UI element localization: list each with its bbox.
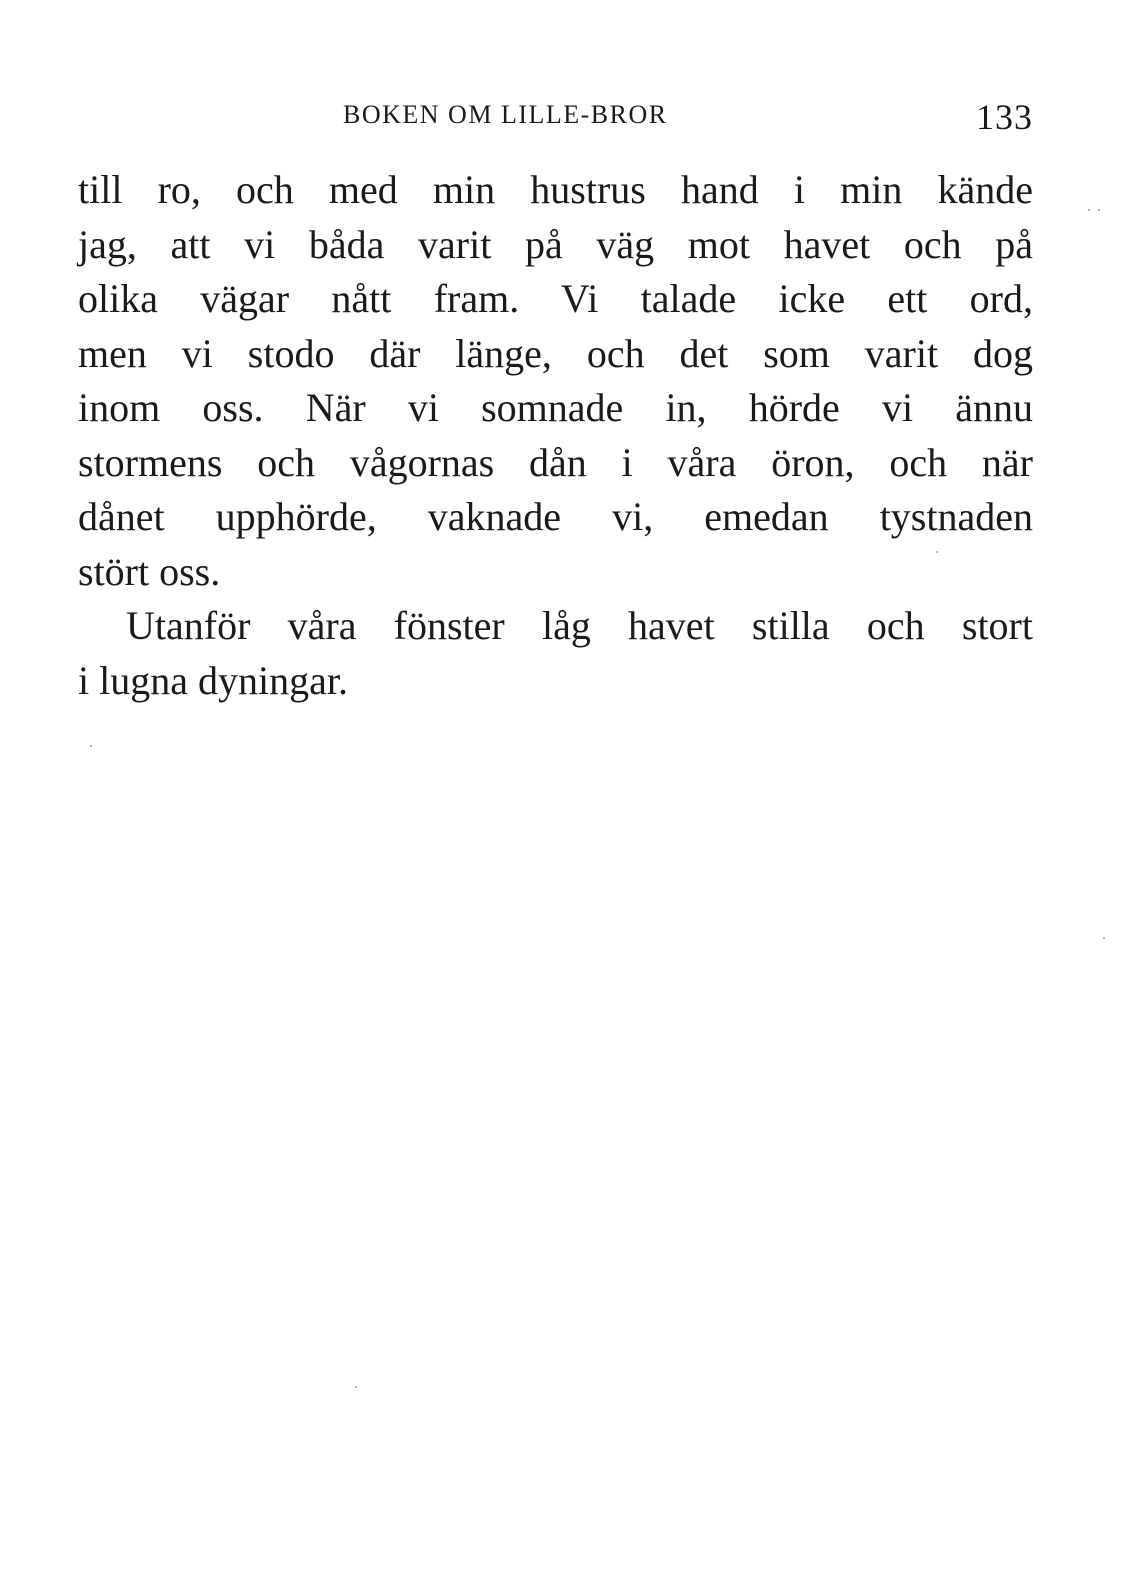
scan-speck [1103,937,1105,939]
paragraph-2 [78,599,1033,708]
text-line: jag, att vi båda varit på väg mot havet och på [78,221,1033,267]
scan-speck [936,551,938,553]
scan-speck [1098,209,1100,211]
body-text [78,163,1033,708]
text-line: dånet upphörde, vaknade vi, emedan tystnaden [78,494,1033,539]
text-line: men vi stodo där länge, och det som varit dog [78,330,1033,376]
running-title: BOKEN OM LILLE-BROR [343,100,668,129]
running-head [78,96,1033,140]
text-line: olika vägar nått fram. Vi talade icke ett ord, [78,276,1033,321]
text-line: Utanför våra fönster låg havet stilla och stort [126,603,1033,648]
text-line: till ro, och med min hustrus hand i min kände [78,167,1033,212]
scan-speck [355,1386,357,1388]
text-line: stört oss. [78,548,221,594]
page-number: 133 [976,97,1033,137]
text-line: i lugna dyningar. [78,657,348,703]
text-line: inom oss. När vi somnade in, hörde vi ännu [78,385,1033,430]
text-line: stormens och vågornas dån i våra öron, och när [78,439,1033,485]
scan-speck [1088,209,1090,211]
scan-speck [90,745,92,747]
paragraph-1 [78,163,1033,599]
